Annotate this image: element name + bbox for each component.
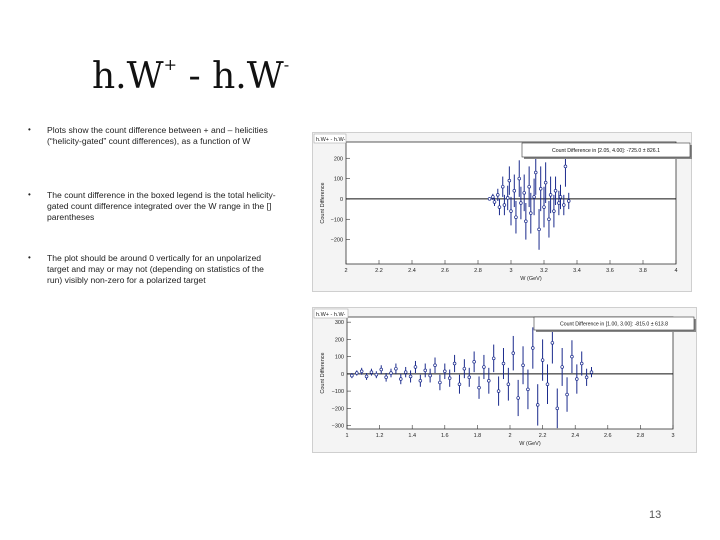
x-tick-label: 1.2 — [375, 433, 384, 439]
y-tick-label: 100 — [334, 354, 344, 361]
y-axis-label: Count Difference — [320, 182, 326, 224]
y-tick-label: 0 — [340, 371, 344, 378]
data-point — [409, 375, 412, 378]
data-point — [390, 372, 393, 375]
data-point — [496, 193, 499, 196]
histogram-plot-1 — [312, 132, 692, 292]
x-tick-label: 1 — [345, 433, 349, 439]
data-point — [453, 362, 456, 365]
data-point — [370, 371, 373, 374]
bullet-marker: • — [28, 253, 31, 262]
bullet-item — [28, 253, 278, 285]
data-point — [571, 355, 574, 358]
x-tick-label: 3.6 — [606, 268, 614, 274]
data-point — [531, 347, 534, 350]
data-point — [502, 362, 505, 365]
data-point — [544, 181, 547, 184]
x-axis-label: W (GeV) — [519, 441, 541, 447]
data-point — [546, 383, 549, 386]
x-axis-label: W (GeV) — [520, 276, 542, 282]
x-tick-label: 1.6 — [440, 433, 449, 439]
data-point — [360, 370, 363, 373]
data-point — [585, 376, 588, 379]
data-point — [513, 189, 516, 192]
data-point — [567, 200, 570, 203]
data-point — [562, 204, 565, 207]
slide-title — [92, 55, 289, 97]
data-point — [561, 366, 564, 369]
x-tick-label: 3.4 — [573, 268, 581, 274]
y-tick-label: 200 — [333, 156, 343, 163]
bullet-marker: • — [28, 190, 31, 199]
data-point — [434, 364, 437, 367]
data-point — [536, 403, 539, 406]
bullet-item — [28, 125, 278, 147]
bullet-marker: • — [28, 125, 31, 134]
data-point — [506, 197, 509, 200]
data-point — [512, 352, 515, 355]
x-tick-label: 2.2 — [375, 268, 383, 274]
data-point — [488, 198, 491, 201]
data-point — [534, 171, 537, 174]
data-point — [548, 218, 551, 221]
data-point — [551, 341, 554, 344]
page-number: 13 — [649, 509, 662, 521]
data-point — [580, 362, 583, 365]
data-point — [468, 376, 471, 379]
data-point — [375, 373, 378, 376]
data-point — [559, 196, 562, 199]
data-point — [507, 383, 510, 386]
title-text-minus: - h.W — [177, 56, 284, 97]
y-tick-label: −100 — [330, 217, 343, 224]
y-tick-label: 100 — [333, 176, 343, 183]
data-point — [365, 375, 368, 378]
data-point — [497, 390, 500, 393]
data-point — [478, 386, 481, 389]
data-point — [443, 370, 446, 373]
data-point — [539, 187, 542, 190]
data-point — [498, 206, 501, 209]
data-point — [424, 369, 427, 372]
data-point — [533, 196, 536, 199]
y-tick-label: −200 — [330, 237, 343, 244]
data-point — [487, 379, 490, 382]
data-point — [503, 204, 506, 207]
data-point — [493, 201, 496, 204]
data-point — [528, 185, 531, 188]
data-point — [556, 407, 559, 410]
data-point — [564, 165, 567, 168]
title-superscript-plus: + — [163, 55, 178, 74]
data-point — [473, 360, 476, 363]
data-point — [543, 206, 546, 209]
data-point — [429, 374, 432, 377]
data-point — [510, 210, 513, 213]
data-point — [448, 377, 451, 380]
y-tick-label: 200 — [334, 337, 344, 344]
title-superscript-minus: - — [283, 55, 290, 74]
bullet-text: The count difference in the boxed legend is the total helicity-gated count difference integrated over the W range in the [] parentheses — [47, 190, 276, 222]
data-point — [385, 376, 388, 379]
data-point — [527, 388, 530, 391]
x-tick-label: 2.8 — [474, 268, 482, 274]
histogram-plot-2 — [312, 307, 697, 453]
data-point — [554, 189, 557, 192]
data-point — [538, 228, 541, 231]
data-point — [522, 364, 525, 367]
data-point — [350, 374, 353, 377]
bullet-text: Plots show the count difference between + and – helicities (“helicity-gated” count differences), as a function of W — [47, 125, 268, 146]
data-point — [575, 378, 578, 381]
y-tick-label: 300 — [334, 320, 344, 327]
x-tick-label: 4 — [674, 268, 678, 274]
x-tick-label: 2 — [344, 268, 348, 274]
y-tick-label: −200 — [331, 406, 344, 413]
y-tick-label: 0 — [339, 196, 343, 203]
data-point — [508, 179, 511, 182]
data-point — [404, 371, 407, 374]
data-point — [520, 202, 523, 205]
y-tick-label: −100 — [331, 389, 344, 396]
bullet-item — [28, 190, 278, 222]
data-point — [523, 191, 526, 194]
data-point — [517, 397, 520, 400]
data-point — [549, 193, 552, 196]
data-point — [566, 393, 569, 396]
data-point — [541, 359, 544, 362]
y-axis-label: Count Difference — [320, 352, 326, 394]
x-tick-label: 1.8 — [473, 433, 482, 439]
x-tick-label: 3.2 — [540, 268, 548, 274]
data-point — [501, 185, 504, 188]
hist-name: h.W+ - h.W- — [316, 312, 346, 318]
data-point — [399, 378, 402, 381]
legend-text: Count Difference in [1.00, 3.00]: -815.0 ± 613.8 — [559, 321, 669, 328]
x-tick-label: 2.2 — [538, 433, 547, 439]
x-tick-label: 2.6 — [441, 268, 449, 274]
x-tick-label: 3 — [509, 268, 513, 274]
x-tick-label: 3 — [671, 433, 675, 439]
x-tick-label: 2.6 — [603, 433, 612, 439]
data-point — [557, 202, 560, 205]
data-point — [492, 357, 495, 360]
data-point — [529, 212, 532, 215]
x-tick-label: 2.4 — [571, 433, 580, 439]
data-point — [518, 177, 521, 180]
title-text-plus: h.W — [92, 56, 164, 97]
data-point — [463, 367, 466, 370]
y-tick-label: −300 — [331, 423, 344, 430]
x-tick-label: 2.8 — [636, 433, 645, 439]
data-point — [419, 379, 422, 382]
x-tick-label: 3.8 — [639, 268, 647, 274]
data-point — [380, 368, 383, 371]
data-point — [458, 383, 461, 386]
data-point — [355, 372, 358, 375]
data-point — [524, 220, 527, 223]
hist-name: h.W+ - h.W- — [316, 137, 346, 143]
x-tick-label: 2.4 — [408, 268, 416, 274]
bullet-text: The plot should be around 0 vertically for an unpolarized target and may or may not (depending on statistics of the run) visibly non-zero for a polarized target — [47, 253, 264, 285]
data-point — [483, 366, 486, 369]
data-point — [395, 367, 398, 370]
x-tick-label: 2 — [508, 433, 512, 439]
data-point — [515, 216, 518, 219]
data-point — [590, 371, 593, 374]
x-tick-label: 1.4 — [408, 433, 417, 439]
legend-text: Count Difference in [2.05, 4.00]: -725.0 ± 826.1 — [551, 148, 661, 154]
data-point — [553, 210, 556, 213]
data-point — [439, 381, 442, 384]
data-point — [491, 196, 494, 199]
data-point — [414, 366, 417, 369]
